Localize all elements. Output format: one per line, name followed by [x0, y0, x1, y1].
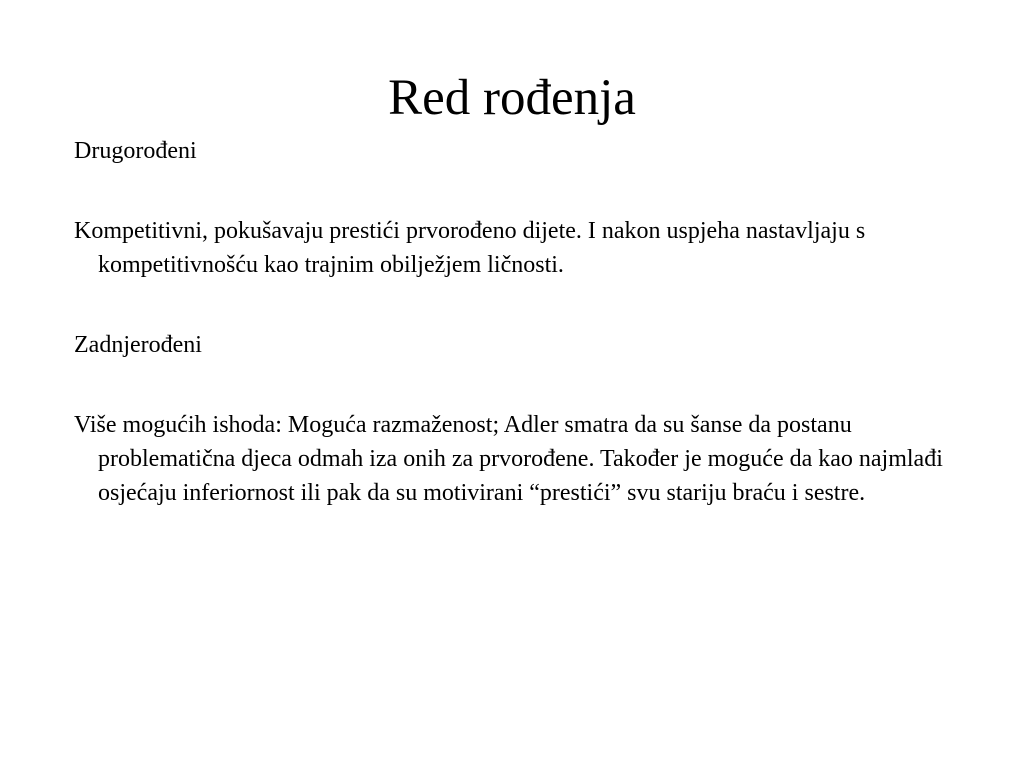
- paragraph-zadnjerodeni-description: Više mogućih ishoda: Moguća razmaženost; Adler smatra da su šanse da postanu problematična djeca odmah iza onih za prvorođene. Također je moguće da kao najmlađi osjećaju inferiornost ili pak da su motivirani “prestići” svu stariju braću i sestre.: [74, 412, 943, 506]
- slide-body: [74, 134, 954, 556]
- paragraph-drugorodeni-description: Kompetitivni, pokušavaju prestići prvorođeno dijete. I nakon uspjeha nastavljaju s kompetitivnošću kao trajnim obilježjem ličnosti.: [74, 218, 866, 278]
- paragraph-zadnjerodeni-heading: Zadnjerođeni: [74, 332, 202, 358]
- paragraph-drugorodeni-heading: Drugorođeni: [74, 138, 197, 164]
- slide-title: Red rođenja: [388, 70, 636, 126]
